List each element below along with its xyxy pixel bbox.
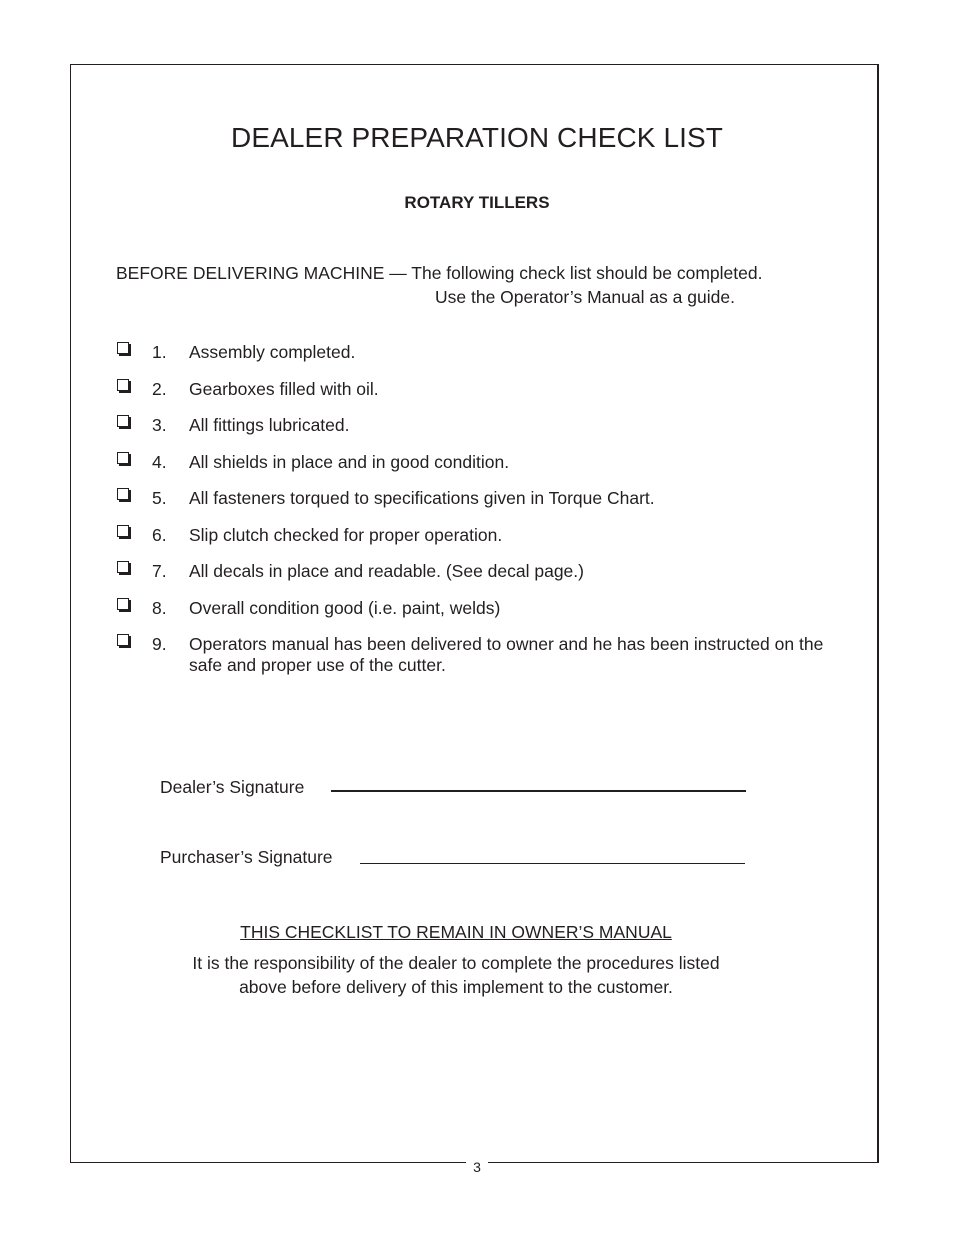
intro-line-1: BEFORE DELIVERING MACHINE — The following check list should be completed. <box>116 263 763 283</box>
item-text: All decals in place and readable. (See decal page.) <box>189 561 584 581</box>
item-number: 7. <box>152 561 167 581</box>
item-text: Slip clutch checked for proper operation. <box>189 525 503 545</box>
item-number: 2. <box>152 379 167 399</box>
item-text: Overall condition good (i.e. paint, welds) <box>189 598 501 618</box>
item-number: 5. <box>152 488 167 508</box>
item-text: All fasteners torqued to specifications given in Torque Chart. <box>189 488 655 508</box>
item-number: 1. <box>152 342 167 362</box>
item-text: Operators manual has been delivered to owner and he has been instructed on the safe and proper use of the cutter. <box>189 634 824 675</box>
page-title: DEALER PREPARATION CHECK LIST <box>231 122 723 153</box>
responsibility-line-2: above before delivery of this implement to the customer. <box>239 977 673 997</box>
checkbox-icon[interactable] <box>117 488 129 500</box>
item-number: 4. <box>152 452 167 472</box>
item-number: 8. <box>152 598 167 618</box>
dealer-signature-label: Dealer’s Signature <box>160 777 305 797</box>
item-number: 6. <box>152 525 167 545</box>
responsibility-statement <box>0 951 912 999</box>
item-text: All shields in place and in good condition. <box>189 452 510 472</box>
checklist-notice: THIS CHECKLIST TO REMAIN IN OWNER’S MANUAL <box>240 922 672 942</box>
item-text: Assembly completed. <box>189 342 356 362</box>
checkbox-icon[interactable] <box>117 379 129 391</box>
responsibility-line-1: It is the responsibility of the dealer to complete the procedures listed <box>192 953 720 973</box>
intro-line-2: Use the Operator’s Manual as a guide. <box>435 287 735 307</box>
item-number: 9. <box>152 634 167 654</box>
checkbox-icon[interactable] <box>117 415 129 427</box>
checkbox-icon[interactable] <box>117 561 129 573</box>
purchaser-signature-label: Purchaser’s Signature <box>160 847 333 867</box>
item-number: 3. <box>152 415 167 435</box>
purchaser-signature-line[interactable] <box>360 863 745 864</box>
page-number: 3 <box>473 1159 481 1175</box>
item-text: All fittings lubricated. <box>189 415 350 435</box>
dealer-signature-line[interactable] <box>331 790 746 792</box>
item-text: Gearboxes filled with oil. <box>189 379 379 399</box>
checkbox-icon[interactable] <box>117 634 129 646</box>
page-subtitle: ROTARY TILLERS <box>404 193 550 212</box>
checkbox-icon[interactable] <box>117 342 129 354</box>
checkbox-icon[interactable] <box>117 525 129 537</box>
checkbox-icon[interactable] <box>117 598 129 610</box>
checkbox-icon[interactable] <box>117 452 129 464</box>
